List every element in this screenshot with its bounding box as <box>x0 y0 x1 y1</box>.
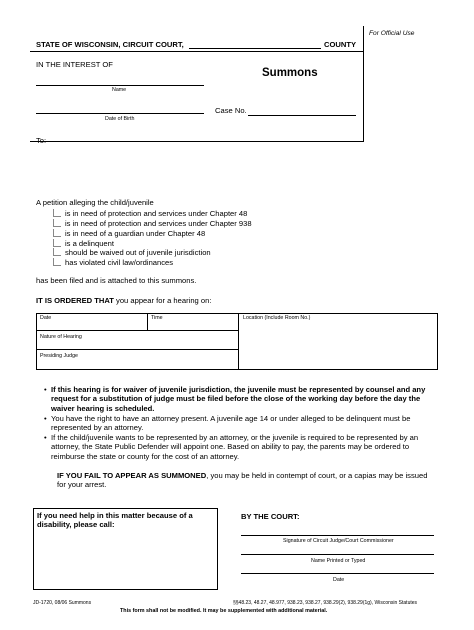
by-the-court-label: BY THE COURT: <box>241 512 300 521</box>
to-label: To: <box>36 136 47 145</box>
official-use-divider <box>363 26 364 141</box>
notice-defender-line-2: attorney, the State Public Defender will appoint one. Based on ability to pay, the parents may be ordered to <box>51 442 410 452</box>
footer-notice: This form shall not be modified. It may be supplemented with additional material. <box>120 608 328 614</box>
notice-defender-line-1: If the child/juvenile wants to be represented by an attorney, or the juvenile is required to be represented by an <box>51 433 419 442</box>
dob-field[interactable] <box>36 113 204 114</box>
table-row-2 <box>36 349 238 350</box>
page-title: Summons <box>262 67 318 79</box>
option-label-4: is a delinquent <box>65 239 114 248</box>
notice-waiver-line-3: waiver hearing is scheduled. <box>51 403 155 413</box>
name-caption: Name <box>112 87 127 93</box>
official-use-label: For Official Use <box>369 30 415 37</box>
table-row-1 <box>36 330 238 331</box>
warning-bold: IF YOU FAIL TO APPEAR AS SUMMONED <box>57 471 207 480</box>
option-label-6: has violated civil law/ordinances <box>65 258 174 267</box>
option-checkbox-2[interactable] <box>53 219 61 227</box>
filed-text: has been filed and is attached to this summons. <box>36 276 197 285</box>
table-divider-right <box>238 313 239 370</box>
warning-line-2: for your arrest. <box>57 480 107 490</box>
hearing-table <box>36 313 438 370</box>
notice-attorney-line-2: represented by an attorney. <box>51 423 144 433</box>
in-the-interest-of-label: IN THE INTEREST OF <box>36 60 113 69</box>
warning-line-1 <box>57 471 427 480</box>
bullet-1-icon: • <box>44 385 47 394</box>
hearing-nature-field[interactable]: Nature of Hearing <box>40 334 82 340</box>
name-field[interactable] <box>36 85 204 86</box>
signature-field[interactable] <box>241 535 434 536</box>
form-id: JD-1720, 08/06 Summons <box>33 600 92 606</box>
warning-text <box>57 471 427 490</box>
option-checkbox-5[interactable] <box>53 248 61 256</box>
signature-caption: Signature of Circuit Judge/Court Commissioner <box>283 538 394 544</box>
warning-rest: , you may be held in contempt of court, or a capias may be issued <box>206 471 428 480</box>
hearing-date-field[interactable]: Date <box>40 315 52 321</box>
option-checkbox-3[interactable] <box>53 229 61 237</box>
statutes-text: §§48.23, 48.27, 48.977, 938.23, 938.27, 938.29(2), 938.29(1g), Wisconsin Statutes <box>233 600 418 606</box>
county-label: COUNTY <box>324 40 357 49</box>
hearing-location-field[interactable]: Location (Include Room No.) <box>243 315 311 321</box>
notice-attorney-right <box>51 414 410 433</box>
petition-intro: A petition alleging the child/juvenile <box>36 198 154 207</box>
option-label-2: is in need of protection and services under Chapter 938 <box>65 219 252 228</box>
header-bottom-rule <box>30 141 364 142</box>
printed-name-field[interactable] <box>241 554 434 555</box>
help-line-2: disability, please call: <box>37 520 115 530</box>
notice-waiver-line-2: request for a substitution of judge must be filed before the close of the working day before the day the <box>51 394 421 404</box>
court-date-field[interactable] <box>241 573 434 574</box>
court-date-caption: Date <box>333 577 345 583</box>
option-label-1: is in need of protection and services under Chapter 48 <box>65 209 248 218</box>
printed-name-caption: Name Printed or Typed <box>311 558 366 564</box>
help-box-text <box>37 511 193 530</box>
notice-waiver-line-1: If this hearing is for waiver of juvenile jurisdiction, the juvenile must be represented by counsel and any <box>51 385 426 394</box>
table-divider-left <box>147 313 148 330</box>
option-checkbox-4[interactable] <box>53 239 61 247</box>
case-no-label: Case No. <box>215 106 247 115</box>
order-text <box>36 296 211 305</box>
notice-public-defender <box>51 433 418 461</box>
notice-attorney-line-1: You have the right to have an attorney present. A juvenile age 14 or under alleged to be delinquent must be <box>51 414 411 423</box>
notice-defender-line-3: reimburse the state or county for the cost of an attorney. <box>51 451 240 461</box>
option-label-3: is in need of a guardian under Chapter 48 <box>65 229 206 238</box>
state-court-label: STATE OF WISCONSIN, CIRCUIT COURT, <box>36 40 184 49</box>
presiding-judge-field[interactable]: Presiding Judge <box>40 353 78 359</box>
dob-caption: Date of Birth <box>105 116 135 122</box>
option-checkbox-1[interactable] <box>53 209 61 217</box>
order-rest: you appear for a hearing on: <box>113 296 212 305</box>
case-no-field[interactable] <box>248 115 356 116</box>
order-bold: IT IS ORDERED THAT <box>36 296 114 305</box>
county-field[interactable] <box>189 48 321 49</box>
hearing-time-field[interactable]: Time <box>151 315 163 321</box>
notice-waiver <box>51 385 425 413</box>
help-line-1: If you need help in this matter because of a <box>37 511 193 520</box>
header-top-rule <box>30 51 364 52</box>
option-label-5: should be waived out of juvenile jurisdiction <box>65 248 211 257</box>
option-checkbox-6[interactable] <box>53 258 61 266</box>
bullet-3-icon: • <box>44 433 47 442</box>
bullet-2-icon: • <box>44 414 47 423</box>
